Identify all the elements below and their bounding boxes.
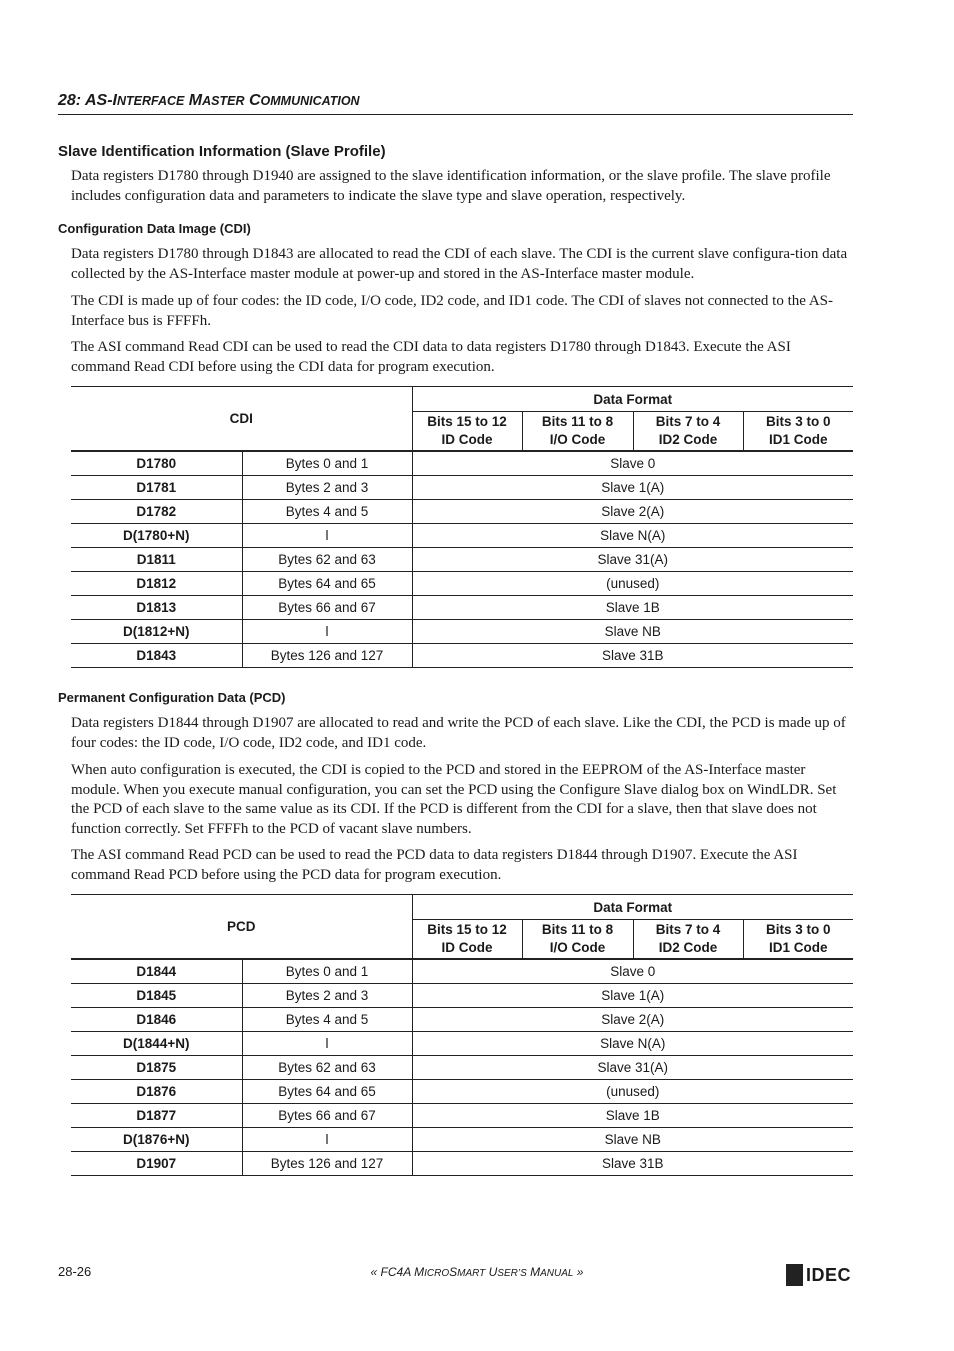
register-cell: D1877 — [71, 1104, 242, 1128]
logo-text: IDEC — [806, 1264, 852, 1285]
slave-cell: Slave 0 — [412, 959, 853, 984]
column-header — [633, 412, 743, 452]
column-bits: Bits 15 to 12 — [427, 922, 507, 937]
slave-cell: Slave 1(A) — [412, 476, 853, 500]
column-header — [743, 920, 853, 960]
slave-cell: Slave 1(A) — [412, 984, 853, 1008]
bytes-cell: l — [242, 524, 412, 548]
logo-mark-icon — [786, 1264, 803, 1286]
column-code: ID1 Code — [769, 940, 828, 955]
column-code: ID2 Code — [658, 940, 718, 955]
data-format-header: Data Format — [412, 387, 853, 412]
cdi-paragraph-1: Data registers D1780 through D1843 are allocated to read the CDI of each slave. The CDI is the current slave configura-tion data collected by the AS-Interface master module at power-up and stored in the AS-Interface master module. — [71, 246, 848, 282]
slave-cell: Slave N(A) — [412, 1032, 853, 1056]
cdi-table — [71, 386, 853, 668]
chapter-title-part: C — [244, 92, 261, 109]
slave-cell: Slave 2(A) — [412, 500, 853, 524]
bytes-cell: Bytes 2 and 3 — [242, 476, 412, 500]
bytes-cell: l — [242, 620, 412, 644]
table-row — [71, 1152, 853, 1176]
bytes-cell: l — [242, 1128, 412, 1152]
slave-cell: Slave N(A) — [412, 524, 853, 548]
table-row — [71, 476, 853, 500]
register-cell: D1845 — [71, 984, 242, 1008]
bytes-cell: Bytes 2 and 3 — [242, 984, 412, 1008]
manual-title-part: ANUAL — [540, 1268, 574, 1279]
column-code: I/O Code — [549, 940, 606, 955]
manual-title-part: M — [526, 1265, 541, 1279]
column-bits: Bits 11 to 8 — [541, 922, 614, 937]
section-intro: Data registers D1780 through D1940 are assigned to the slave identification information, or the slave profile. The slave profile includes configuration data and parameters to indicate the slave type and slave operation, respectively. — [71, 168, 831, 204]
column-header — [412, 412, 522, 452]
pcd-table — [71, 894, 853, 1176]
column-code: ID Code — [441, 940, 493, 955]
cdi-paragraph-2: The CDI is made up of four codes: the ID code, I/O code, ID2 code, and ID1 code. The CDI of slaves not connected to the AS-Interface bus is FFFFh. — [71, 293, 834, 329]
slave-cell: (unused) — [412, 572, 853, 596]
column-bits: Bits 7 to 4 — [655, 414, 721, 429]
manual-title-part: MART — [457, 1268, 486, 1279]
chapter-header — [58, 92, 853, 115]
register-cell: D1875 — [71, 1056, 242, 1080]
column-code: ID2 Code — [658, 432, 718, 447]
manual-title-part: S — [449, 1265, 458, 1279]
chapter-number: 28: AS- — [58, 92, 113, 109]
register-cell: D1811 — [71, 548, 242, 572]
pcd-paragraph-2: When auto configuration is executed, the CDI is copied to the PCD and stored in the EEPROM of the AS-Interface master module. When you execute manual configuration, you can set the PCD using the Configure Slave dialog box on WindLDR. Set the PCD of each slave to the same value as its CDI. If the PCD is different from the CDI for a slave, then that slave does not function correctly. Set FFFFh to the PCD of vacant slave numbers. — [71, 762, 837, 837]
bytes-cell: Bytes 62 and 63 — [242, 548, 412, 572]
chapter-title-part: M — [184, 92, 203, 109]
column-header — [743, 412, 853, 452]
pcd-title: Permanent Configuration Data (PCD) — [58, 690, 286, 705]
column-code: I/O Code — [549, 432, 606, 447]
bytes-cell: Bytes 62 and 63 — [242, 1056, 412, 1080]
column-bits: Bits 15 to 12 — [427, 414, 507, 429]
bytes-cell: Bytes 4 and 5 — [242, 500, 412, 524]
slave-cell: Slave NB — [412, 620, 853, 644]
table-row — [71, 620, 853, 644]
table-row — [71, 1104, 853, 1128]
slave-cell: Slave 1B — [412, 596, 853, 620]
register-cell: D(1780+N) — [71, 524, 242, 548]
slave-cell: Slave 31B — [412, 1152, 853, 1176]
register-cell: D(1844+N) — [71, 1032, 242, 1056]
column-bits: Bits 3 to 0 — [766, 922, 831, 937]
register-cell: D1782 — [71, 500, 242, 524]
table-row — [71, 524, 853, 548]
bytes-cell: l — [242, 1032, 412, 1056]
register-cell: D(1812+N) — [71, 620, 242, 644]
table-row — [71, 984, 853, 1008]
manual-title-part: ’S — [517, 1268, 527, 1279]
column-header — [633, 920, 743, 960]
manual-title-part: U — [485, 1265, 498, 1279]
bytes-cell: Bytes 66 and 67 — [242, 596, 412, 620]
chapter-title-part: I — [112, 92, 117, 109]
bytes-cell: Bytes 4 and 5 — [242, 1008, 412, 1032]
table-row — [71, 1032, 853, 1056]
cdi-title: Configuration Data Image (CDI) — [58, 221, 251, 236]
column-code: ID Code — [441, 432, 493, 447]
register-cell: D1843 — [71, 644, 242, 668]
bytes-cell: Bytes 0 and 1 — [242, 959, 412, 984]
register-cell: D(1876+N) — [71, 1128, 242, 1152]
table-row — [71, 500, 853, 524]
cdi-label-header: CDI — [71, 387, 412, 452]
chapter-title-part: NTERFACE — [116, 94, 185, 108]
manual-title-part: « FC4A M — [370, 1265, 425, 1279]
pcd-paragraph-3: The ASI command Read PCD can be used to read the PCD data to data registers D1844 through D1907. Execute the ASI command Read PCD before using the PCD data for program execution. — [71, 847, 798, 883]
manual-title-part: ICRO — [424, 1268, 450, 1279]
column-header — [522, 920, 633, 960]
slave-cell: Slave 31(A) — [412, 548, 853, 572]
slave-cell: Slave 2(A) — [412, 1008, 853, 1032]
register-cell: D1876 — [71, 1080, 242, 1104]
slave-cell: Slave 31(A) — [412, 1056, 853, 1080]
table-row — [71, 1056, 853, 1080]
slave-cell: Slave NB — [412, 1128, 853, 1152]
pcd-label-header: PCD — [71, 895, 412, 960]
column-header — [412, 920, 522, 960]
column-bits: Bits 3 to 0 — [766, 414, 831, 429]
page-number: 28-26 — [58, 1264, 92, 1279]
chapter-title-part: ASTER — [202, 94, 245, 108]
register-cell: D1907 — [71, 1152, 242, 1176]
table-row — [71, 572, 853, 596]
bytes-cell: Bytes 64 and 65 — [242, 572, 412, 596]
idec-logo — [786, 1263, 856, 1287]
chapter-title-part: OMMUNICATION — [260, 94, 360, 108]
table-row — [71, 1008, 853, 1032]
bytes-cell: Bytes 126 and 127 — [242, 644, 412, 668]
table-row — [71, 596, 853, 620]
register-cell: D1813 — [71, 596, 242, 620]
cdi-paragraph-3: The ASI command Read CDI can be used to read the CDI data to data registers D1780 through D1843. Execute the ASI command Read CDI before using the CDI data for program execution. — [71, 339, 791, 375]
manual-title-part: » — [573, 1265, 584, 1279]
table-row — [71, 548, 853, 572]
section-title: Slave Identification Information (Slave Profile) — [58, 143, 386, 160]
register-cell: D1812 — [71, 572, 242, 596]
bytes-cell: Bytes 0 and 1 — [242, 451, 412, 476]
data-format-header: Data Format — [412, 895, 853, 920]
slave-cell: Slave 31B — [412, 644, 853, 668]
column-bits: Bits 11 to 8 — [541, 414, 614, 429]
slave-cell: Slave 0 — [412, 451, 853, 476]
bytes-cell: Bytes 64 and 65 — [242, 1080, 412, 1104]
bytes-cell: Bytes 126 and 127 — [242, 1152, 412, 1176]
table-row — [71, 1128, 853, 1152]
column-bits: Bits 7 to 4 — [655, 922, 721, 937]
register-cell: D1780 — [71, 451, 242, 476]
manual-title-part: SER — [497, 1268, 518, 1279]
column-header — [522, 412, 633, 452]
slave-cell: (unused) — [412, 1080, 853, 1104]
bytes-cell: Bytes 66 and 67 — [242, 1104, 412, 1128]
table-row — [71, 644, 853, 668]
register-cell: D1844 — [71, 959, 242, 984]
register-cell: D1846 — [71, 1008, 242, 1032]
column-code: ID1 Code — [769, 432, 828, 447]
register-cell: D1781 — [71, 476, 242, 500]
pcd-paragraph-1: Data registers D1844 through D1907 are allocated to read and write the PCD of each slave. Like the CDI, the PCD is made up of four codes: the ID code, I/O code, ID2 code, and ID1 code. — [71, 715, 846, 751]
table-row — [71, 1080, 853, 1104]
table-row — [71, 959, 853, 984]
table-row — [71, 451, 853, 476]
slave-cell: Slave 1B — [412, 1104, 853, 1128]
